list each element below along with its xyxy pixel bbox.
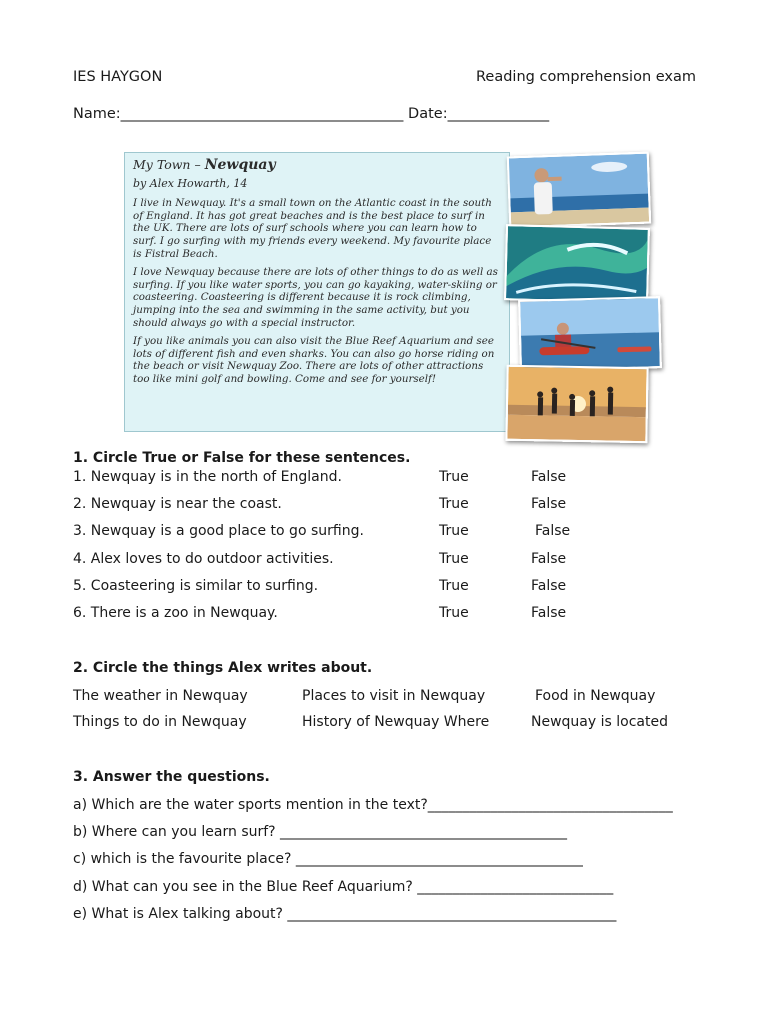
statement-1: 1. Newquay is in the north of England. <box>73 469 342 485</box>
photo-kayaking <box>518 296 662 372</box>
option-location[interactable]: Newquay is located <box>531 714 668 730</box>
true-option-6[interactable]: True <box>439 605 469 621</box>
passage-byline: by Alex Howarth, 14 <box>133 176 248 190</box>
question-a[interactable]: a) Which are the water sports mention in the text?___________________________________ <box>73 797 673 813</box>
false-option-1[interactable]: False <box>531 469 567 485</box>
true-option-2[interactable]: True <box>439 496 469 512</box>
photo-beach-jumping <box>505 365 648 443</box>
true-option-1[interactable]: True <box>439 469 469 485</box>
false-option-2[interactable]: False <box>531 496 567 512</box>
passage-kicker: My Town – <box>133 157 201 172</box>
option-things-to-do[interactable]: Things to do in Newquay <box>73 714 247 730</box>
question-c[interactable]: c) which is the favourite place? _________________________________________ <box>73 851 583 867</box>
name-field <box>73 106 549 122</box>
false-option-3[interactable]: False <box>535 523 571 539</box>
passage-paragraph-1: I live in Newquay. It's a small town on the Atlantic coast in the south of England. It has got great beaches and is the best place to surf in the UK. There are lots of surf schools where you can learn how to surf. I go surfing with my friends every weekend. My favourite place is Fistral Beach. <box>133 197 492 260</box>
passage-title <box>133 159 501 172</box>
false-option-6[interactable]: False <box>531 605 567 621</box>
passage-paragraph-3: If you like animals you can also visit the Blue Reef Aquarium and see lots of different fish and even sharks. You can also go horse riding on the beach or visit Newquay Zoo. There are lots of other attractions too like mini golf and bowling. Come and see for yourself! <box>133 335 495 385</box>
date-line: Date:______________ <box>408 106 550 122</box>
statement-6: 6. There is a zoo in Newquay. <box>73 605 278 621</box>
statement-5: 5. Coasteering is similar to surfing. <box>73 578 319 594</box>
name-line: Name:_______________________________________ <box>73 106 404 122</box>
option-weather[interactable]: The weather in Newquay <box>73 688 248 704</box>
passage-heading: Newquay <box>204 157 276 173</box>
section2-heading: 2. Circle the things Alex writes about. <box>73 660 373 676</box>
photo-person-beach <box>507 152 651 229</box>
option-places[interactable]: Places to visit in Newquay <box>302 688 486 704</box>
true-option-3[interactable]: True <box>439 523 469 539</box>
option-history[interactable]: History of Newquay Where <box>302 714 490 730</box>
question-e[interactable]: e) What is Alex talking about? _______________________________________________ <box>73 906 617 922</box>
option-food[interactable]: Food in Newquay <box>535 688 656 704</box>
statement-2: 2. Newquay is near the coast. <box>73 496 282 512</box>
question-b[interactable]: b) Where can you learn surf? _________________________________________ <box>73 824 568 840</box>
statement-4: 4. Alex loves to do outdoor activities. <box>73 551 334 567</box>
true-option-5[interactable]: True <box>439 578 469 594</box>
exam-title: Reading comprehension exam <box>476 69 697 85</box>
section1-heading: 1. Circle True or False for these sentences. <box>73 450 411 466</box>
section3-heading: 3. Answer the questions. <box>73 769 270 785</box>
photo-wave <box>504 224 650 304</box>
statement-3: 3. Newquay is a good place to go surfing. <box>73 523 364 539</box>
false-option-5[interactable]: False <box>531 578 567 594</box>
true-option-4[interactable]: True <box>439 551 469 567</box>
school-name: IES HAYGON <box>73 69 163 85</box>
question-d[interactable]: d) What can you see in the Blue Reef Aquarium? ____________________________ <box>73 879 614 895</box>
false-option-4[interactable]: False <box>531 551 567 567</box>
passage-paragraph-2: I love Newquay because there are lots of other things to do as well as surfing. If you like water sports, you can go kayaking, water-skiing or coasteering. Coasteering is different because it is rock climbing, jumping into the sea and swimming in the same activity, but you should always go with a special instructor. <box>133 266 498 329</box>
reading-passage <box>124 152 510 432</box>
